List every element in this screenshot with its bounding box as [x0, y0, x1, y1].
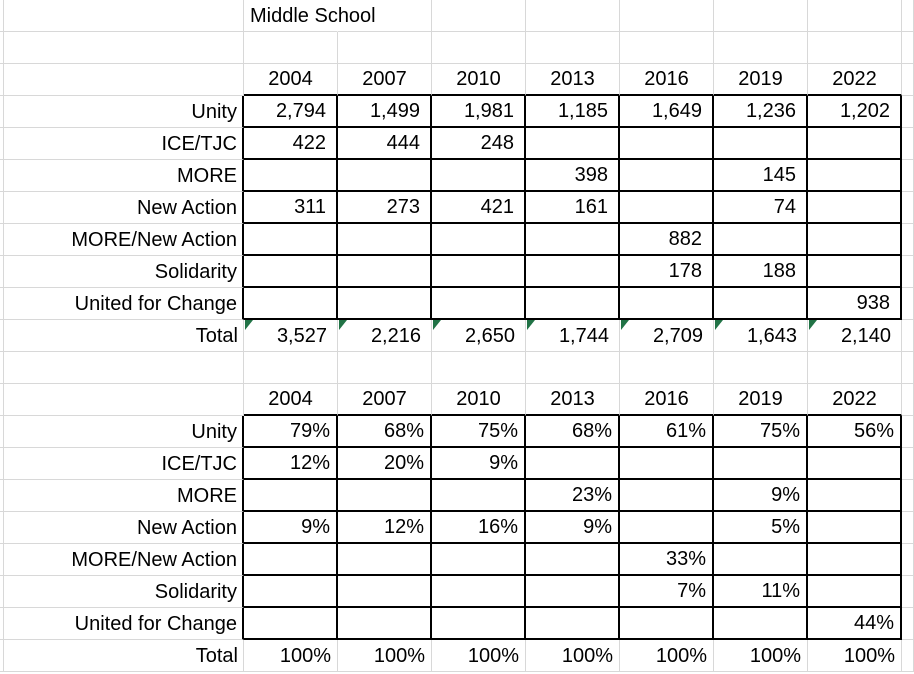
- cell-percent-more-2016[interactable]: [620, 480, 714, 512]
- row-label-percent-total[interactable]: Total: [4, 640, 244, 672]
- grid-cell[interactable]: [432, 0, 526, 32]
- year-header-percent-2016[interactable]: 2016: [620, 384, 714, 416]
- grid-cell[interactable]: [432, 352, 526, 384]
- grid-cell[interactable]: [4, 64, 244, 96]
- grid-cell[interactable]: [902, 544, 914, 576]
- cell-counts-unity-2019[interactable]: 1,236: [714, 96, 808, 128]
- grid-cell[interactable]: [902, 576, 914, 608]
- cell-percent-more-new-action-2016[interactable]: 33%: [620, 544, 714, 576]
- cell-counts-more-new-action-2016[interactable]: 882: [620, 224, 714, 256]
- grid-cell[interactable]: [902, 0, 914, 32]
- grid-cell[interactable]: [244, 352, 338, 384]
- cell-counts-more-2004[interactable]: [244, 160, 338, 192]
- cell-counts-total-2007[interactable]: 2,216: [338, 320, 432, 352]
- grid-cell[interactable]: [526, 32, 620, 64]
- grid-cell[interactable]: [902, 416, 914, 448]
- cell-percent-unity-2016[interactable]: 61%: [620, 416, 714, 448]
- cell-counts-united-for-change-2022[interactable]: 938: [808, 288, 902, 320]
- grid-cell[interactable]: [338, 352, 432, 384]
- grid-cell[interactable]: [902, 352, 914, 384]
- year-header-percent-2022[interactable]: 2022: [808, 384, 902, 416]
- cell-percent-ice-tjc-2004[interactable]: 12%: [244, 448, 338, 480]
- cell-counts-new-action-2007[interactable]: 273: [338, 192, 432, 224]
- cell-counts-ice-tjc-2004[interactable]: 422: [244, 128, 338, 160]
- grid-cell[interactable]: [902, 96, 914, 128]
- cell-percent-more-2010[interactable]: [432, 480, 526, 512]
- year-header-counts-2016[interactable]: 2016: [620, 64, 714, 96]
- cell-counts-ice-tjc-2016[interactable]: [620, 128, 714, 160]
- row-label-percent-united-for-change[interactable]: United for Change: [4, 608, 244, 640]
- error-indicator-icon: [433, 320, 441, 330]
- cell-percent-total-2007[interactable]: 100%: [338, 640, 432, 672]
- cell-counts-solidarity-2022[interactable]: [808, 256, 902, 288]
- year-header-counts-2010[interactable]: 2010: [432, 64, 526, 96]
- cell-counts-solidarity-2010[interactable]: [432, 256, 526, 288]
- year-header-counts-2022[interactable]: 2022: [808, 64, 902, 96]
- cell-percent-total-2022[interactable]: 100%: [808, 640, 902, 672]
- grid-cell[interactable]: [432, 32, 526, 64]
- year-header-percent-2007[interactable]: 2007: [338, 384, 432, 416]
- row-label-percent-ice-tjc[interactable]: ICE/TJC: [4, 448, 244, 480]
- cell-counts-total-2004[interactable]: 3,527: [244, 320, 338, 352]
- grid-cell[interactable]: [902, 640, 914, 672]
- cell-counts-new-action-2022[interactable]: [808, 192, 902, 224]
- grid-cell[interactable]: [4, 0, 244, 32]
- cell-counts-new-action-2013[interactable]: 161: [526, 192, 620, 224]
- grid-cell[interactable]: [620, 0, 714, 32]
- cell-percent-ice-tjc-2019[interactable]: [714, 448, 808, 480]
- cell-percent-united-for-change-2013[interactable]: [526, 608, 620, 640]
- cell-percent-new-action-2013[interactable]: 9%: [526, 512, 620, 544]
- cell-counts-solidarity-2004[interactable]: [244, 256, 338, 288]
- cell-percent-solidarity-2016[interactable]: 7%: [620, 576, 714, 608]
- grid-cell[interactable]: [4, 384, 244, 416]
- cell-counts-unity-2007[interactable]: 1,499: [338, 96, 432, 128]
- year-header-counts-2007[interactable]: 2007: [338, 64, 432, 96]
- cell-percent-united-for-change-2016[interactable]: [620, 608, 714, 640]
- cell-percent-unity-2019[interactable]: 75%: [714, 416, 808, 448]
- grid-cell[interactable]: [902, 384, 914, 416]
- cell-percent-total-2004[interactable]: 100%: [244, 640, 338, 672]
- grid-cell[interactable]: [902, 288, 914, 320]
- grid-cell[interactable]: [808, 352, 902, 384]
- grid-cell[interactable]: [902, 224, 914, 256]
- grid-cell[interactable]: [714, 0, 808, 32]
- cell-percent-united-for-change-2007[interactable]: [338, 608, 432, 640]
- row-label-percent-new-action[interactable]: New Action: [4, 512, 244, 544]
- grid-cell[interactable]: [902, 160, 914, 192]
- row-label-counts-more-new-action[interactable]: MORE/New Action: [4, 224, 244, 256]
- cell-counts-total-2019[interactable]: 1,643: [714, 320, 808, 352]
- cell-percent-new-action-2022[interactable]: [808, 512, 902, 544]
- cell-counts-more-2007[interactable]: [338, 160, 432, 192]
- error-indicator-icon: [715, 320, 723, 330]
- cell-percent-new-action-2007[interactable]: 12%: [338, 512, 432, 544]
- cell-percent-solidarity-2004[interactable]: [244, 576, 338, 608]
- cell-percent-more-2007[interactable]: [338, 480, 432, 512]
- year-header-percent-2013[interactable]: 2013: [526, 384, 620, 416]
- grid-cell[interactable]: [620, 32, 714, 64]
- cell-counts-more-new-action-2013[interactable]: [526, 224, 620, 256]
- cell-counts-united-for-change-2016[interactable]: [620, 288, 714, 320]
- cell-percent-ice-tjc-2013[interactable]: [526, 448, 620, 480]
- year-header-counts-2013[interactable]: 2013: [526, 64, 620, 96]
- grid-cell[interactable]: [338, 32, 432, 64]
- error-indicator-icon: [621, 320, 629, 330]
- grid-cell[interactable]: [902, 256, 914, 288]
- grid-cell[interactable]: [526, 0, 620, 32]
- grid-cell[interactable]: [902, 32, 914, 64]
- cell-percent-ice-tjc-2022[interactable]: [808, 448, 902, 480]
- cell-percent-unity-2004[interactable]: 79%: [244, 416, 338, 448]
- cell-percent-more-new-action-2010[interactable]: [432, 544, 526, 576]
- cell-percent-unity-2010[interactable]: 75%: [432, 416, 526, 448]
- cell-counts-more-new-action-2019[interactable]: [714, 224, 808, 256]
- cell-counts-united-for-change-2019[interactable]: [714, 288, 808, 320]
- cell-percent-more-2022[interactable]: [808, 480, 902, 512]
- cell-percent-more-new-action-2007[interactable]: [338, 544, 432, 576]
- cell-counts-new-action-2010[interactable]: 421: [432, 192, 526, 224]
- cell-counts-solidarity-2013[interactable]: [526, 256, 620, 288]
- grid-cell[interactable]: [902, 448, 914, 480]
- cell-percent-united-for-change-2004[interactable]: [244, 608, 338, 640]
- row-label-counts-more[interactable]: MORE: [4, 160, 244, 192]
- cell-percent-united-for-change-2019[interactable]: [714, 608, 808, 640]
- grid-cell[interactable]: [808, 0, 902, 32]
- cell-percent-solidarity-2013[interactable]: [526, 576, 620, 608]
- row-label-counts-united-for-change[interactable]: United for Change: [4, 288, 244, 320]
- error-indicator-icon: [339, 320, 347, 330]
- year-header-percent-2004[interactable]: 2004: [244, 384, 338, 416]
- error-indicator-icon: [527, 320, 535, 330]
- row-label-counts-new-action[interactable]: New Action: [4, 192, 244, 224]
- year-header-counts-2019[interactable]: 2019: [714, 64, 808, 96]
- year-header-percent-2010[interactable]: 2010: [432, 384, 526, 416]
- cell-percent-total-2019[interactable]: 100%: [714, 640, 808, 672]
- cell-percent-unity-2007[interactable]: 68%: [338, 416, 432, 448]
- cell-counts-more-new-action-2022[interactable]: [808, 224, 902, 256]
- cell-counts-total-2022[interactable]: 2,140: [808, 320, 902, 352]
- cell-percent-total-2010[interactable]: 100%: [432, 640, 526, 672]
- cell-counts-new-action-2016[interactable]: [620, 192, 714, 224]
- cell-percent-new-action-2004[interactable]: 9%: [244, 512, 338, 544]
- cell-counts-ice-tjc-2019[interactable]: [714, 128, 808, 160]
- cell-counts-more-new-action-2004[interactable]: [244, 224, 338, 256]
- row-label-counts-solidarity[interactable]: Solidarity: [4, 256, 244, 288]
- cell-counts-solidarity-2007[interactable]: [338, 256, 432, 288]
- cell-counts-more-new-action-2007[interactable]: [338, 224, 432, 256]
- grid-cell[interactable]: [902, 192, 914, 224]
- grid-cell[interactable]: [902, 64, 914, 96]
- grid-cell[interactable]: [244, 32, 338, 64]
- cell-counts-more-2013[interactable]: 398: [526, 160, 620, 192]
- row-label-counts-unity[interactable]: Unity: [4, 96, 244, 128]
- cell-percent-united-for-change-2022[interactable]: 44%: [808, 608, 902, 640]
- cell-percent-more-new-action-2019[interactable]: [714, 544, 808, 576]
- grid-cell[interactable]: [714, 352, 808, 384]
- grid-cell[interactable]: [902, 320, 914, 352]
- cell-counts-total-2013[interactable]: 1,744: [526, 320, 620, 352]
- cell-counts-unity-2016[interactable]: 1,649: [620, 96, 714, 128]
- cell-percent-unity-2022[interactable]: 56%: [808, 416, 902, 448]
- cell-counts-unity-2004[interactable]: 2,794: [244, 96, 338, 128]
- cell-counts-ice-tjc-2013[interactable]: [526, 128, 620, 160]
- row-label-percent-solidarity[interactable]: Solidarity: [4, 576, 244, 608]
- cell-counts-united-for-change-2007[interactable]: [338, 288, 432, 320]
- cell-counts-ice-tjc-2007[interactable]: 444: [338, 128, 432, 160]
- cell-percent-new-action-2010[interactable]: 16%: [432, 512, 526, 544]
- grid-cell[interactable]: [526, 352, 620, 384]
- cell-counts-new-action-2004[interactable]: 311: [244, 192, 338, 224]
- year-header-percent-2019[interactable]: 2019: [714, 384, 808, 416]
- grid-cell[interactable]: [714, 32, 808, 64]
- grid-cell[interactable]: [902, 480, 914, 512]
- cell-counts-united-for-change-2004[interactable]: [244, 288, 338, 320]
- grid-cell[interactable]: [620, 352, 714, 384]
- cell-percent-total-2016[interactable]: 100%: [620, 640, 714, 672]
- cell-counts-more-2016[interactable]: [620, 160, 714, 192]
- cell-percent-new-action-2016[interactable]: [620, 512, 714, 544]
- grid-cell[interactable]: [902, 608, 914, 640]
- cell-counts-new-action-2019[interactable]: 74: [714, 192, 808, 224]
- cell-counts-united-for-change-2013[interactable]: [526, 288, 620, 320]
- cell-counts-united-for-change-2010[interactable]: [432, 288, 526, 320]
- cell-percent-united-for-change-2010[interactable]: [432, 608, 526, 640]
- cell-percent-ice-tjc-2007[interactable]: 20%: [338, 448, 432, 480]
- cell-percent-solidarity-2019[interactable]: 11%: [714, 576, 808, 608]
- cell-percent-solidarity-2007[interactable]: [338, 576, 432, 608]
- error-indicator-icon: [809, 320, 817, 330]
- row-label-percent-more-new-action[interactable]: MORE/New Action: [4, 544, 244, 576]
- cell-counts-unity-2022[interactable]: 1,202: [808, 96, 902, 128]
- year-header-counts-2004[interactable]: 2004: [244, 64, 338, 96]
- cell-percent-solidarity-2022[interactable]: [808, 576, 902, 608]
- cell-percent-more-new-action-2022[interactable]: [808, 544, 902, 576]
- cell-counts-unity-2013[interactable]: 1,185: [526, 96, 620, 128]
- cell-percent-more-new-action-2004[interactable]: [244, 544, 338, 576]
- row-label-percent-more[interactable]: MORE: [4, 480, 244, 512]
- grid-cell[interactable]: [808, 32, 902, 64]
- row-label-counts-ice-tjc[interactable]: ICE/TJC: [4, 128, 244, 160]
- sheet-title[interactable]: Middle School: [244, 0, 338, 32]
- cell-percent-ice-tjc-2016[interactable]: [620, 448, 714, 480]
- grid-cell[interactable]: [4, 352, 244, 384]
- grid-cell[interactable]: [902, 512, 914, 544]
- cell-counts-total-2010[interactable]: 2,650: [432, 320, 526, 352]
- cell-counts-more-2019[interactable]: 145: [714, 160, 808, 192]
- cell-counts-ice-tjc-2010[interactable]: 248: [432, 128, 526, 160]
- cell-counts-unity-2010[interactable]: 1,981: [432, 96, 526, 128]
- cell-counts-more-2022[interactable]: [808, 160, 902, 192]
- cell-percent-more-2004[interactable]: [244, 480, 338, 512]
- cell-percent-solidarity-2010[interactable]: [432, 576, 526, 608]
- grid-cell[interactable]: [902, 128, 914, 160]
- cell-percent-unity-2013[interactable]: 68%: [526, 416, 620, 448]
- cell-percent-more-2013[interactable]: 23%: [526, 480, 620, 512]
- cell-counts-solidarity-2016[interactable]: 178: [620, 256, 714, 288]
- cell-percent-more-new-action-2013[interactable]: [526, 544, 620, 576]
- cell-counts-total-2016[interactable]: 2,709: [620, 320, 714, 352]
- row-label-counts-total[interactable]: Total: [4, 320, 244, 352]
- cell-percent-total-2013[interactable]: 100%: [526, 640, 620, 672]
- cell-counts-more-2010[interactable]: [432, 160, 526, 192]
- cell-counts-solidarity-2019[interactable]: 188: [714, 256, 808, 288]
- cell-percent-more-2019[interactable]: 9%: [714, 480, 808, 512]
- error-indicator-icon: [245, 320, 253, 330]
- cell-percent-ice-tjc-2010[interactable]: 9%: [432, 448, 526, 480]
- cell-percent-new-action-2019[interactable]: 5%: [714, 512, 808, 544]
- grid-cell[interactable]: [4, 32, 244, 64]
- cell-counts-ice-tjc-2022[interactable]: [808, 128, 902, 160]
- row-label-percent-unity[interactable]: Unity: [4, 416, 244, 448]
- cell-counts-more-new-action-2010[interactable]: [432, 224, 526, 256]
